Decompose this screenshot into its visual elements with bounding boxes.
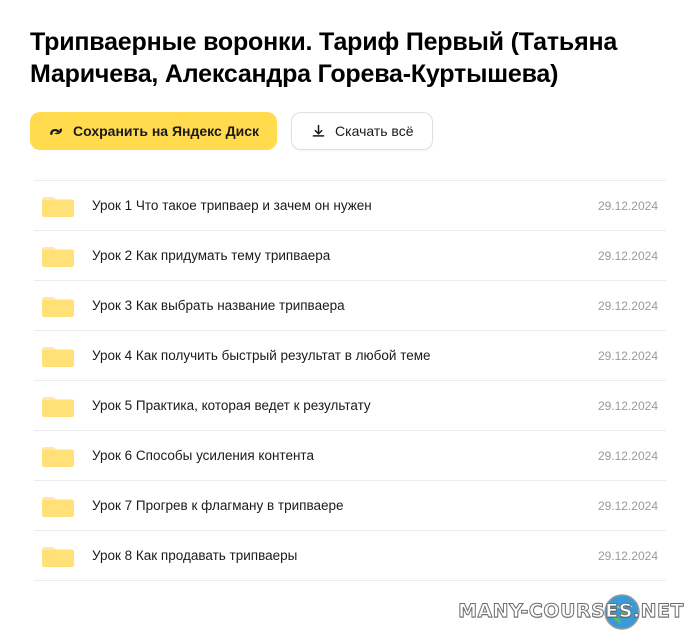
- file-date: 29.12.2024: [597, 298, 658, 313]
- save-to-yandex-disk-label: Сохранить на Яндекс Диск: [73, 123, 260, 139]
- file-name: Урок 8 Как продавать трипваеры: [92, 548, 298, 563]
- watermark-text: MANY-COURSES.NET: [458, 600, 684, 622]
- page-title: Трипваерные воронки. Тариф Первый (Татьяна Маричева, Александра Горева-Куртышева): [30, 28, 618, 88]
- table-row[interactable]: [34, 331, 666, 381]
- file-date: 29.12.2024: [597, 198, 658, 213]
- table-row[interactable]: [34, 481, 666, 531]
- folder-icon: [40, 492, 76, 520]
- file-name: Урок 4 Как получить быстрый результат в любой теме: [92, 348, 431, 363]
- file-name: Урок 2 Как придумать тему трипваера: [92, 248, 331, 263]
- table-row[interactable]: [34, 181, 666, 231]
- folder-icon: [40, 442, 76, 470]
- file-name: Урок 6 Способы усиления контента: [92, 448, 314, 463]
- download-all-label: Скачать всё: [335, 123, 414, 139]
- globe-icon: [602, 592, 642, 632]
- file-name: Урок 1 Что такое трипваер и зачем он нужен: [92, 198, 372, 213]
- folder-icon: [40, 242, 76, 270]
- file-name: Урок 7 Прогрев к флагману в трипваере: [92, 498, 344, 513]
- file-date: 29.12.2024: [597, 548, 658, 563]
- watermark: [458, 600, 684, 622]
- file-list: [34, 180, 666, 581]
- table-row[interactable]: [34, 231, 666, 281]
- file-date: 29.12.2024: [597, 498, 658, 513]
- toolbar: [30, 112, 670, 150]
- disk-icon: [48, 123, 64, 139]
- folder-icon: [40, 392, 76, 420]
- folder-icon: [40, 192, 76, 220]
- file-name: Урок 3 Как выбрать название трипваера: [92, 298, 345, 313]
- file-date: 29.12.2024: [597, 448, 658, 463]
- folder-icon: [40, 292, 76, 320]
- file-name: Урок 5 Практика, которая ведет к результату: [92, 398, 371, 413]
- table-row[interactable]: [34, 531, 666, 581]
- folder-icon: [40, 542, 76, 570]
- download-icon: [310, 123, 326, 139]
- file-date: 29.12.2024: [597, 348, 658, 363]
- folder-icon: [40, 342, 76, 370]
- save-to-yandex-disk-button[interactable]: [30, 112, 277, 150]
- table-row[interactable]: [34, 281, 666, 331]
- table-row[interactable]: [34, 381, 666, 431]
- file-date: 29.12.2024: [597, 398, 658, 413]
- file-date: 29.12.2024: [597, 248, 658, 263]
- table-row[interactable]: [34, 431, 666, 481]
- download-all-button[interactable]: [291, 112, 432, 150]
